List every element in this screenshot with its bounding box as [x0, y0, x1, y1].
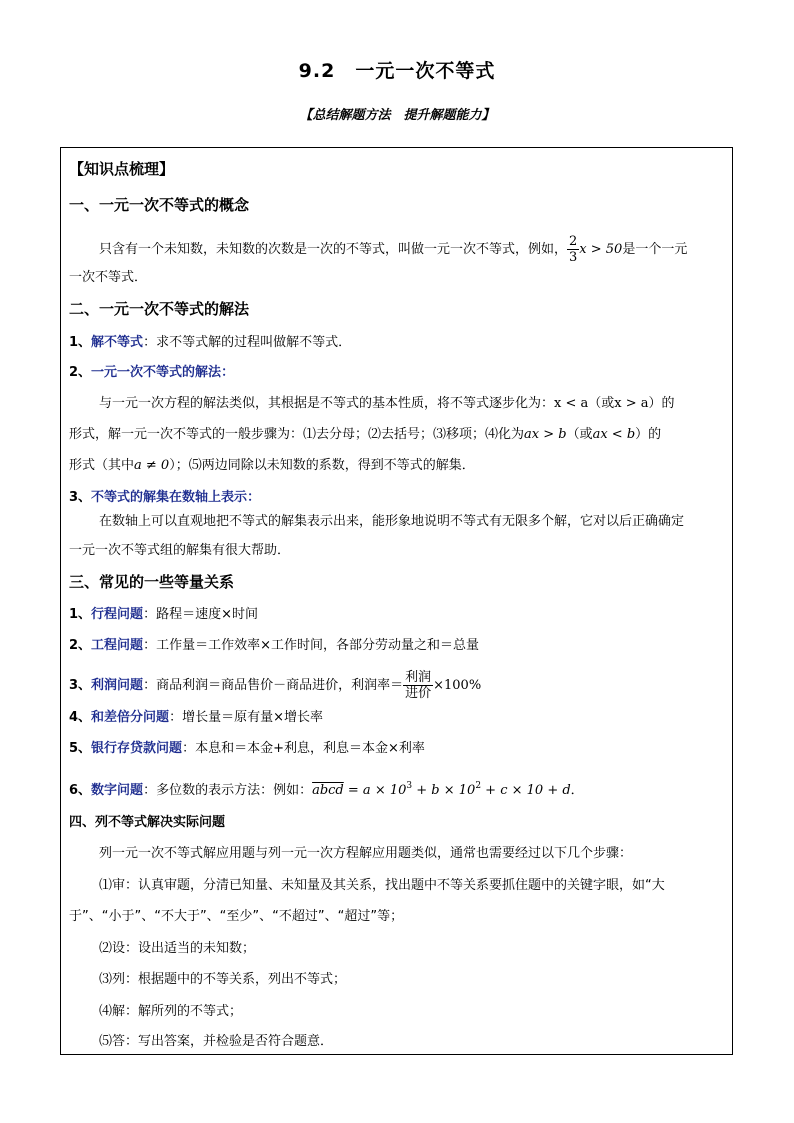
item-number: 4、	[69, 710, 92, 725]
item-number: 1、	[69, 335, 92, 350]
inequality-form: ax < b	[592, 427, 636, 442]
section-2-paragraph-line5: 一元一次不等式组的解集有很大帮助．	[69, 543, 291, 558]
text: 与一元一次方程的解法类似，其根据是不等式的基本性质，将不等式逐步化为：	[99, 396, 555, 411]
text: ）的	[635, 427, 662, 442]
section-3-item-5	[69, 739, 729, 759]
section-1-paragraph-line1	[69, 234, 759, 265]
section-2-item-3	[69, 488, 729, 508]
item-term: 银行存贷款问题	[91, 741, 183, 756]
section-3-item-1	[69, 605, 729, 625]
item-number: 3、	[69, 490, 92, 505]
section-4-step-4: ⑷解：解所列的不等式；	[99, 1004, 243, 1019]
text: 形式（其中	[69, 458, 135, 473]
section-3-item-2	[69, 636, 729, 656]
item-text: ：求不等式解的过程叫做解不等式．	[143, 335, 352, 350]
text: 的	[661, 396, 675, 411]
item-text: ：商品利润＝商品售价－商品进价，	[143, 678, 352, 693]
digit-expression: + b × 10	[412, 783, 476, 798]
exponent: 2	[475, 781, 482, 791]
inequality-form: a ≠ 0	[134, 458, 170, 473]
section-2-paragraph-line3	[69, 456, 729, 476]
item-number: 2、	[69, 365, 92, 380]
fraction-numerator: 2	[569, 234, 578, 249]
item-number: 3、	[69, 678, 92, 693]
item-text: ：多位数的表示方法：例如：	[143, 783, 313, 798]
inequality-expression: x > 50	[579, 242, 623, 257]
text: 形式，解一元一次不等式的一般步骤为：⑴去分母；⑵去括号；⑶移项；⑷化为	[69, 427, 525, 442]
fraction-two-thirds	[567, 234, 579, 265]
item-term: 数字问题	[91, 783, 144, 798]
text: 只含有一个未知数，未知数的次数是一次的不等式，叫做一元一次不等式，例如，	[99, 242, 568, 257]
item-number: 6、	[69, 783, 92, 798]
item-number: 5、	[69, 741, 92, 756]
section-4-step-2: ⑵设：设出适当的未知数；	[99, 941, 256, 956]
text: （或	[566, 427, 593, 442]
section-4-step-1-line2: 于”、“小于”、“不大于”、“至少”、“不超过”、“超过”等；	[69, 909, 404, 924]
profit-rate-label: 利润率＝	[351, 678, 404, 693]
profit-rate-multiplier: ×100%	[433, 678, 482, 693]
item-text: ：路程＝速度×时间	[143, 607, 258, 622]
section-2-paragraph-line2	[69, 425, 729, 445]
text: ．	[570, 783, 584, 798]
digit-variable: abcd	[312, 783, 344, 798]
text: 是一个一元	[622, 242, 688, 257]
item-text: ：增长量＝原有量×增长率	[169, 710, 323, 725]
knowledge-box	[60, 147, 733, 1055]
item-number: 1、	[69, 607, 92, 622]
item-number: 2、	[69, 638, 92, 653]
profit-rate-fraction	[403, 670, 433, 701]
section-4-title: 四、列不等式解决实际问题	[69, 815, 226, 830]
section-4-step-1-line1: ⑴审：认真审题，分清已知量、未知量及其关系，找出题中不等关系要抓住题中的关键字眼，如“大	[99, 878, 665, 893]
section-1-title: 一、一元一次不等式的概念	[69, 196, 250, 214]
item-term: 行程问题	[91, 607, 144, 622]
exponent: 3	[406, 781, 413, 791]
page-subtitle: 【总结解题方法 提升解题能力】	[299, 108, 495, 123]
inequality-form: x < a（或x > a）	[554, 396, 662, 411]
fraction-numerator: 利润	[405, 670, 432, 685]
item-term: 一元一次不等式的解法	[91, 365, 222, 380]
section-2-paragraph-line1	[69, 394, 759, 414]
section-1-paragraph-line2: 一次不等式．	[69, 270, 148, 285]
fraction-denominator: 3	[569, 250, 578, 265]
digit-expression: + c × 10 + d	[481, 783, 571, 798]
item-term: 不等式的解集在数轴上表示	[91, 490, 248, 505]
item-colon: ：	[247, 490, 261, 505]
section-2-item-2	[69, 363, 729, 383]
item-term: 工程问题	[91, 638, 144, 653]
item-text: ：本息和＝本金+利息，利息＝本金×利率	[182, 741, 425, 756]
section-2-title: 二、一元一次不等式的解法	[69, 300, 250, 318]
section-2-item-1	[69, 333, 729, 353]
text: ）；⑸两边同除以未知数的系数，得到不等式的解集．	[169, 458, 475, 473]
box-heading: 【知识点梳理】	[69, 160, 175, 178]
section-4-step-5: ⑸答：写出答案，并检验是否符合题意．	[99, 1034, 334, 1049]
section-4-intro: 列一元一次不等式解应用题与列一元一次方程解应用题类似，通常也需要经过以下几个步骤：	[99, 846, 633, 861]
section-2-paragraph-line4: 在数轴上可以直观地把不等式的解集表示出来，能形象地说明不等式有无限多个解，它对以后正确确定	[99, 514, 685, 529]
section-3-item-4	[69, 708, 729, 728]
section-3-item-3	[69, 670, 729, 701]
section-3-item-6	[69, 776, 729, 801]
section-3-title: 三、常见的一些等量关系	[69, 573, 235, 591]
inequality-form: ax > b	[524, 427, 567, 442]
section-4-step-3: ⑶列：根据题中的不等关系，列出不等式；	[99, 972, 347, 987]
item-term: 解不等式	[91, 335, 144, 350]
fraction-denominator: 进价	[405, 686, 432, 701]
item-colon: ：	[221, 365, 235, 380]
item-text: ：工作量＝工作效率×工作时间，各部分劳动量之和＝总量	[143, 638, 479, 653]
item-term: 利润问题	[91, 678, 144, 693]
page-title: 9.2 一元一次不等式	[298, 60, 496, 82]
digit-expression: = a × 10	[347, 783, 407, 798]
item-term: 和差倍分问题	[91, 710, 170, 725]
